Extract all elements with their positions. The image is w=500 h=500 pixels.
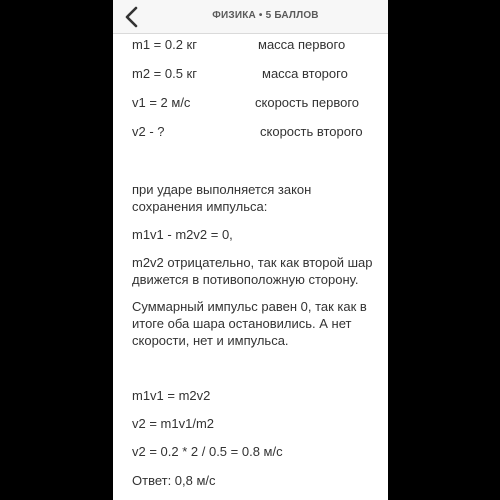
equation-line: v2 = 0.2 * 2 / 0.5 = 0.8 м/с	[132, 444, 283, 459]
equation-line: v2 = m1v1/m2	[132, 416, 215, 431]
given-description: масса второго	[262, 66, 348, 81]
given-row	[132, 123, 382, 140]
answer-line: Ответ: 0,8 м/с	[132, 473, 216, 488]
given-description: скорость второго	[260, 124, 363, 139]
solution-explanation: Суммарный импульс равен 0, так как в итоге оба шара остановились. А нет скорости, нет и импульса.	[132, 299, 367, 348]
given-row	[132, 94, 382, 111]
chevron-left-icon[interactable]	[123, 6, 141, 28]
given-value: m2 = 0.5 кг	[132, 66, 197, 81]
given-row	[132, 65, 382, 82]
solution-explanation: m2v2 отрицательно, так как второй шар движется в потивоположную сторону.	[132, 255, 373, 287]
subject-title: ФИЗИКА • 5 БАЛЛОВ	[212, 10, 319, 21]
given-value: m1 = 0.2 кг	[132, 37, 197, 52]
given-description: масса первого	[258, 37, 346, 52]
solution-intro: при ударе выполняется закон сохранения импульса:	[132, 182, 312, 214]
answer-screen	[113, 0, 388, 500]
equation-line: m1v1 = m2v2	[132, 388, 211, 403]
given-row	[132, 36, 382, 53]
given-value: v1 = 2 м/с	[132, 95, 191, 110]
given-description: скорость первого	[255, 95, 360, 110]
given-value: v2 - ?	[132, 124, 165, 139]
top-bar	[113, 0, 388, 34]
equation-line: m1v1 - m2v2 = 0,	[132, 227, 233, 242]
